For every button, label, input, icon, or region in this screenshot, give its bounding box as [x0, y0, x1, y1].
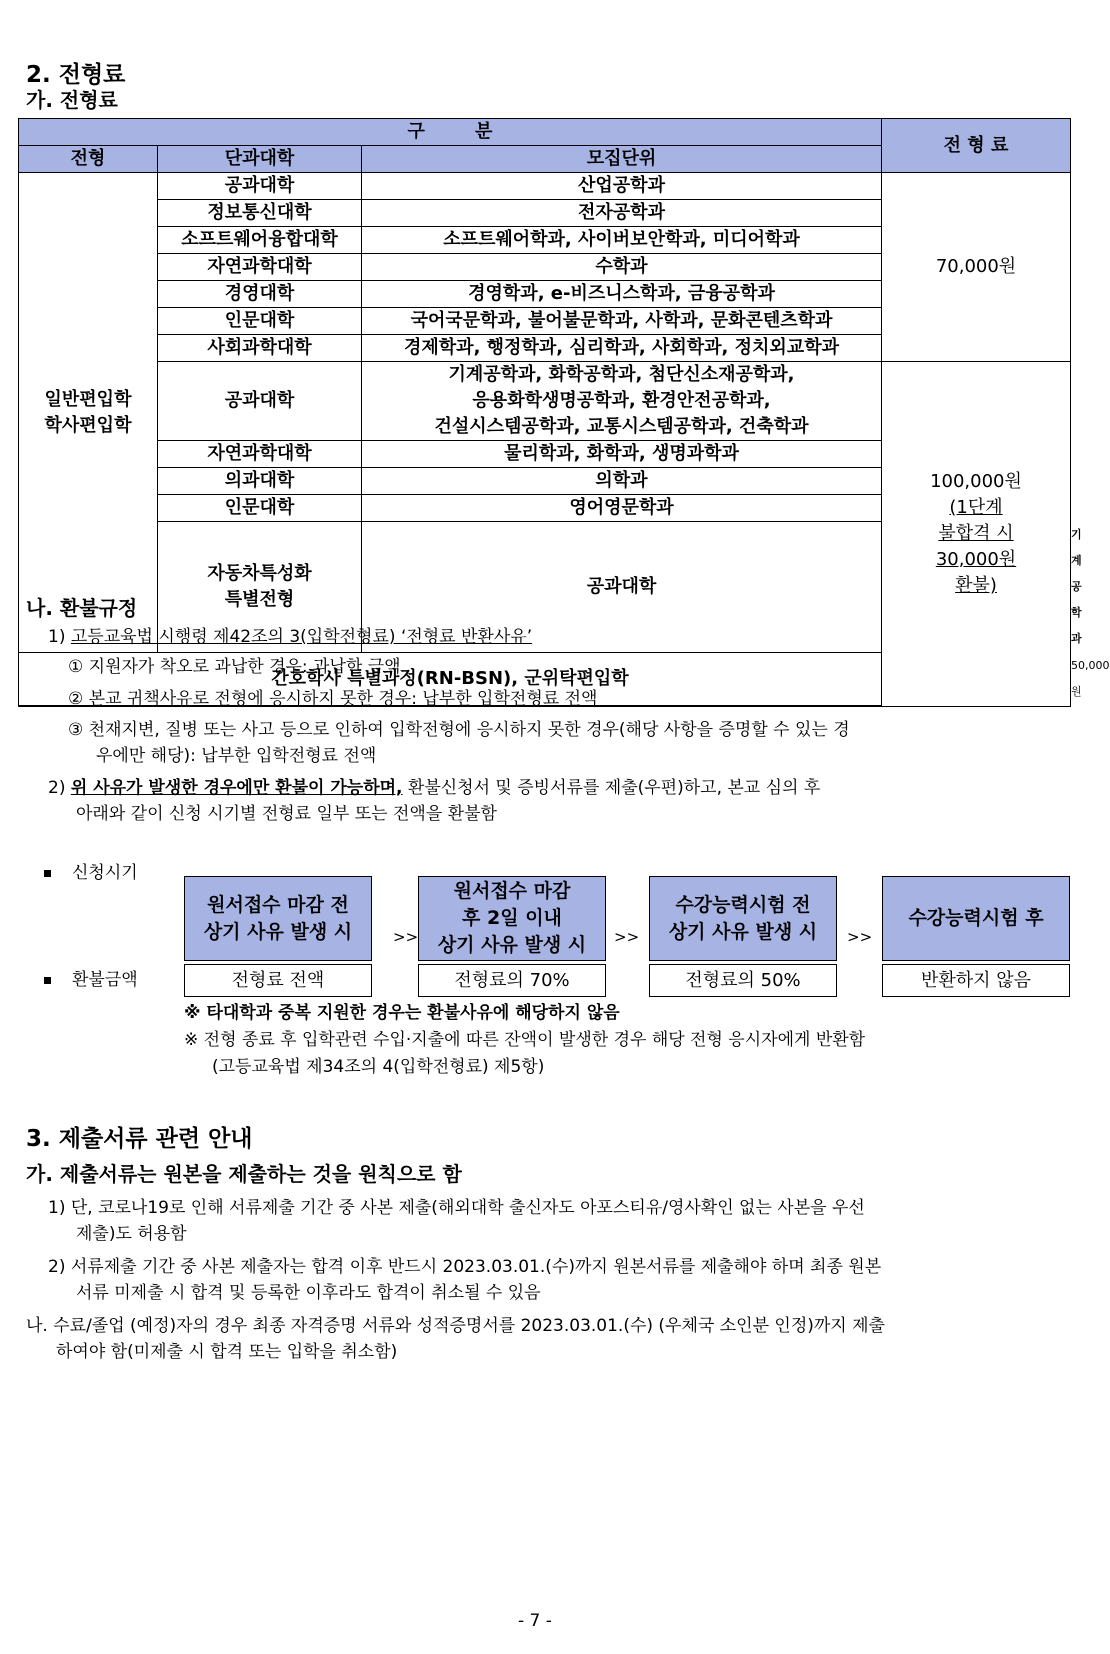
refund-case-1: ① 지원자가 착오로 과납한 경우: 과납한 금액	[68, 657, 401, 677]
refund-case-3-line2: 우에만 해당): 납부한 입학전형료 전액	[96, 746, 377, 766]
section-3b-line2: 하여야 함(미제출 시 합격 또는 입학을 취소함)	[56, 1342, 398, 1362]
college-cell: 인문대학	[158, 495, 362, 522]
fee-group2-line4: 30,000원	[935, 548, 1017, 570]
section-2b-title: 나. 환불규정	[26, 596, 138, 620]
unit-cell: 소프트웨어학과, 사이버보안학과, 미디어학과	[362, 227, 882, 254]
arrow-icon: >>	[614, 928, 640, 946]
last-row-label: 간호학사 특별과정(RN-BSN), 군위탁편입학	[19, 653, 882, 707]
refund-case-3-line1: ③ 천재지변, 질병 또는 사고 등으로 인하여 입학전형에 응시하지 못한 경우(해당 사항을 증명할 수 있는 경	[68, 720, 850, 740]
unit-cell: 물리학과, 화학과, 생명과학과	[362, 441, 882, 468]
college-cell: 공과대학	[158, 362, 362, 441]
stage-3	[649, 876, 837, 961]
college-cell: 소프트웨어융합대학	[158, 227, 362, 254]
section-2a-title: 가. 전형료	[26, 88, 118, 112]
type-auto-line1: 자동차특성화	[207, 563, 312, 584]
amount-2: 전형료의 70%	[418, 964, 606, 997]
refund-item-2-line2: 아래와 같이 신청 시기별 전형료 일부 또는 전액을 환불함	[76, 804, 497, 824]
header-type: 전형	[19, 146, 158, 173]
label-amount: 환불금액	[72, 970, 138, 990]
page-number: - 7 -	[518, 1611, 552, 1631]
note-1: ※ 타대학과 중복 지원한 경우는 환불사유에 해당하지 않음	[184, 1003, 620, 1023]
stage-4-text: 수강능력시험 후	[908, 907, 1044, 929]
fee-group2-line3: 불합격 시	[938, 522, 1014, 544]
header-group: 구 분	[19, 119, 882, 146]
section-3a-item1-line2: 제출)도 허용함	[76, 1224, 187, 1244]
bullet-icon	[44, 870, 51, 877]
college-cell: 인문대학	[158, 308, 362, 335]
label-period: 신청시기	[72, 863, 138, 883]
header-fee: 전 형 료	[882, 119, 1071, 173]
college-cell: 의과대학	[158, 468, 362, 495]
header-college: 단과대학	[158, 146, 362, 173]
unit-cell: 경영학과, e-비즈니스학과, 금융공학과	[362, 281, 882, 308]
stage-4	[882, 876, 1070, 961]
type-general-line2: 학사편입학	[44, 414, 132, 436]
stage-1	[184, 876, 372, 961]
stage-2-text: 원서접수 마감 후 2일 이내 상기 사유 발생 시	[437, 880, 587, 956]
amount-1: 전형료 전액	[184, 964, 372, 997]
unit-cell: 전자공학과	[362, 200, 882, 227]
section-2-title: 2. 전형료	[26, 62, 126, 88]
fee-group2-line2: (1단계	[949, 496, 1003, 518]
fee-table	[18, 118, 1110, 707]
section-3-title: 3. 제출서류 관련 안내	[26, 1126, 253, 1152]
fee-group2	[882, 362, 1071, 707]
refund-item-2-line1	[48, 775, 820, 802]
unit-cell: 의학과	[362, 468, 882, 495]
type-general	[19, 173, 158, 653]
college-cell: 자연과학대학	[158, 254, 362, 281]
table-row: 간호학사 특별과정(RN-BSN), 군위탁편입학 50,000원	[19, 653, 1071, 707]
arrow-icon: >>	[393, 928, 419, 946]
unit-cell: 영어영문학과	[362, 495, 882, 522]
refund-item-2-rest: 환불신청서 및 증빙서류를 제출(우편)하고, 본교 심의 후	[402, 778, 821, 798]
college-cell: 공과대학	[158, 173, 362, 200]
section-3a-item2-line2: 서류 미제출 시 합격 및 등록한 이후라도 합격이 취소될 수 있음	[76, 1283, 541, 1303]
section-3b-line1: 나. 수료/졸업 (예정)자의 경우 최종 자격증명 서류와 성적증명서를 2023.03.01.(수) (우체국 소인분 인정)까지 제출	[26, 1316, 885, 1336]
arrow-icon: >>	[847, 928, 873, 946]
unit-cell: 건설시스템공학과, 교통시스템공학과, 건축학과	[362, 414, 882, 441]
amount-4: 반환하지 않음	[882, 964, 1070, 997]
table-row	[19, 362, 1071, 389]
section-3a-title: 가. 제출서류는 원본을 제출하는 것을 원칙으로 함	[26, 1162, 462, 1186]
refund-item-2-num: 2)	[48, 778, 71, 798]
college-cell: 정보통신대학	[158, 200, 362, 227]
table-row	[19, 173, 1071, 200]
type-general-line1: 일반편입학	[44, 388, 132, 410]
fee-group1: 70,000원	[882, 173, 1071, 362]
college-cell: 사회과학대학	[158, 335, 362, 362]
unit-cell: 응용화학생명공학과, 환경안전공학과,	[362, 388, 882, 414]
table-row: 자동차특성화 특별전형 공과대학 기계공학과	[19, 522, 1071, 653]
fee-group2-line1: 100,000원	[930, 470, 1022, 492]
unit-cell: 산업공학과	[362, 173, 882, 200]
stage-2	[418, 876, 606, 961]
unit-cell: 수학과	[362, 254, 882, 281]
amount-3: 전형료의 50%	[649, 964, 837, 997]
type-auto-line2: 특별전형	[224, 589, 295, 610]
note-2-line1: ※ 전형 종료 후 입학관련 수입·지출에 따른 잔액이 발생한 경우 해당 전형 응시자에게 반환함	[184, 1030, 866, 1050]
unit-cell: 경제학과, 행정학과, 심리학과, 사회학과, 정치외교학과	[362, 335, 882, 362]
header-unit: 모집단위	[362, 146, 882, 173]
fee-group2-line5: 환불)	[955, 574, 997, 596]
refund-item-1-text: 고등교육법 시행령 제42조의 3(입학전형료) ‘전형료 반환사유’	[70, 627, 533, 647]
refund-item-1	[48, 624, 532, 651]
note-2-line2: (고등교육법 제34조의 4(입학전형료) 제5항)	[212, 1057, 545, 1077]
stage-1-text: 원서접수 마감 전 상기 사유 발생 시	[203, 893, 353, 943]
college-cell: 경영대학	[158, 281, 362, 308]
bullet-icon	[44, 977, 51, 984]
refund-item-1-num: 1)	[48, 627, 71, 647]
section-3a-item2-line1: 2) 서류제출 기간 중 사본 제출자는 합격 이후 반드시 2023.03.01.(수)까지 원본서류를 제출해야 하며 최종 원본	[48, 1257, 882, 1277]
section-3a-item1-line1: 1) 단, 코로나19로 인해 서류제출 기간 중 사본 제출(해외대학 출신자도 아포스티유/영사확인 없는 사본을 우선	[48, 1198, 865, 1218]
stage-3-text: 수강능력시험 전 상기 사유 발생 시	[668, 893, 818, 943]
unit-cell: 국어국문학과, 불어불문학과, 사학과, 문화콘텐츠학과	[362, 308, 882, 335]
refund-case-2: ② 본교 귀책사유로 전형에 응시하지 못한 경우: 납부한 입학전형료 전액	[68, 689, 598, 709]
refund-item-2-bold: 위 사유가 발생한 경우에만 환불이 가능하며,	[70, 778, 403, 798]
college-cell: 공과대학	[362, 522, 882, 653]
unit-cell: 기계공학과, 화학공학과, 첨단신소재공학과,	[362, 362, 882, 389]
college-cell: 자연과학대학	[158, 441, 362, 468]
